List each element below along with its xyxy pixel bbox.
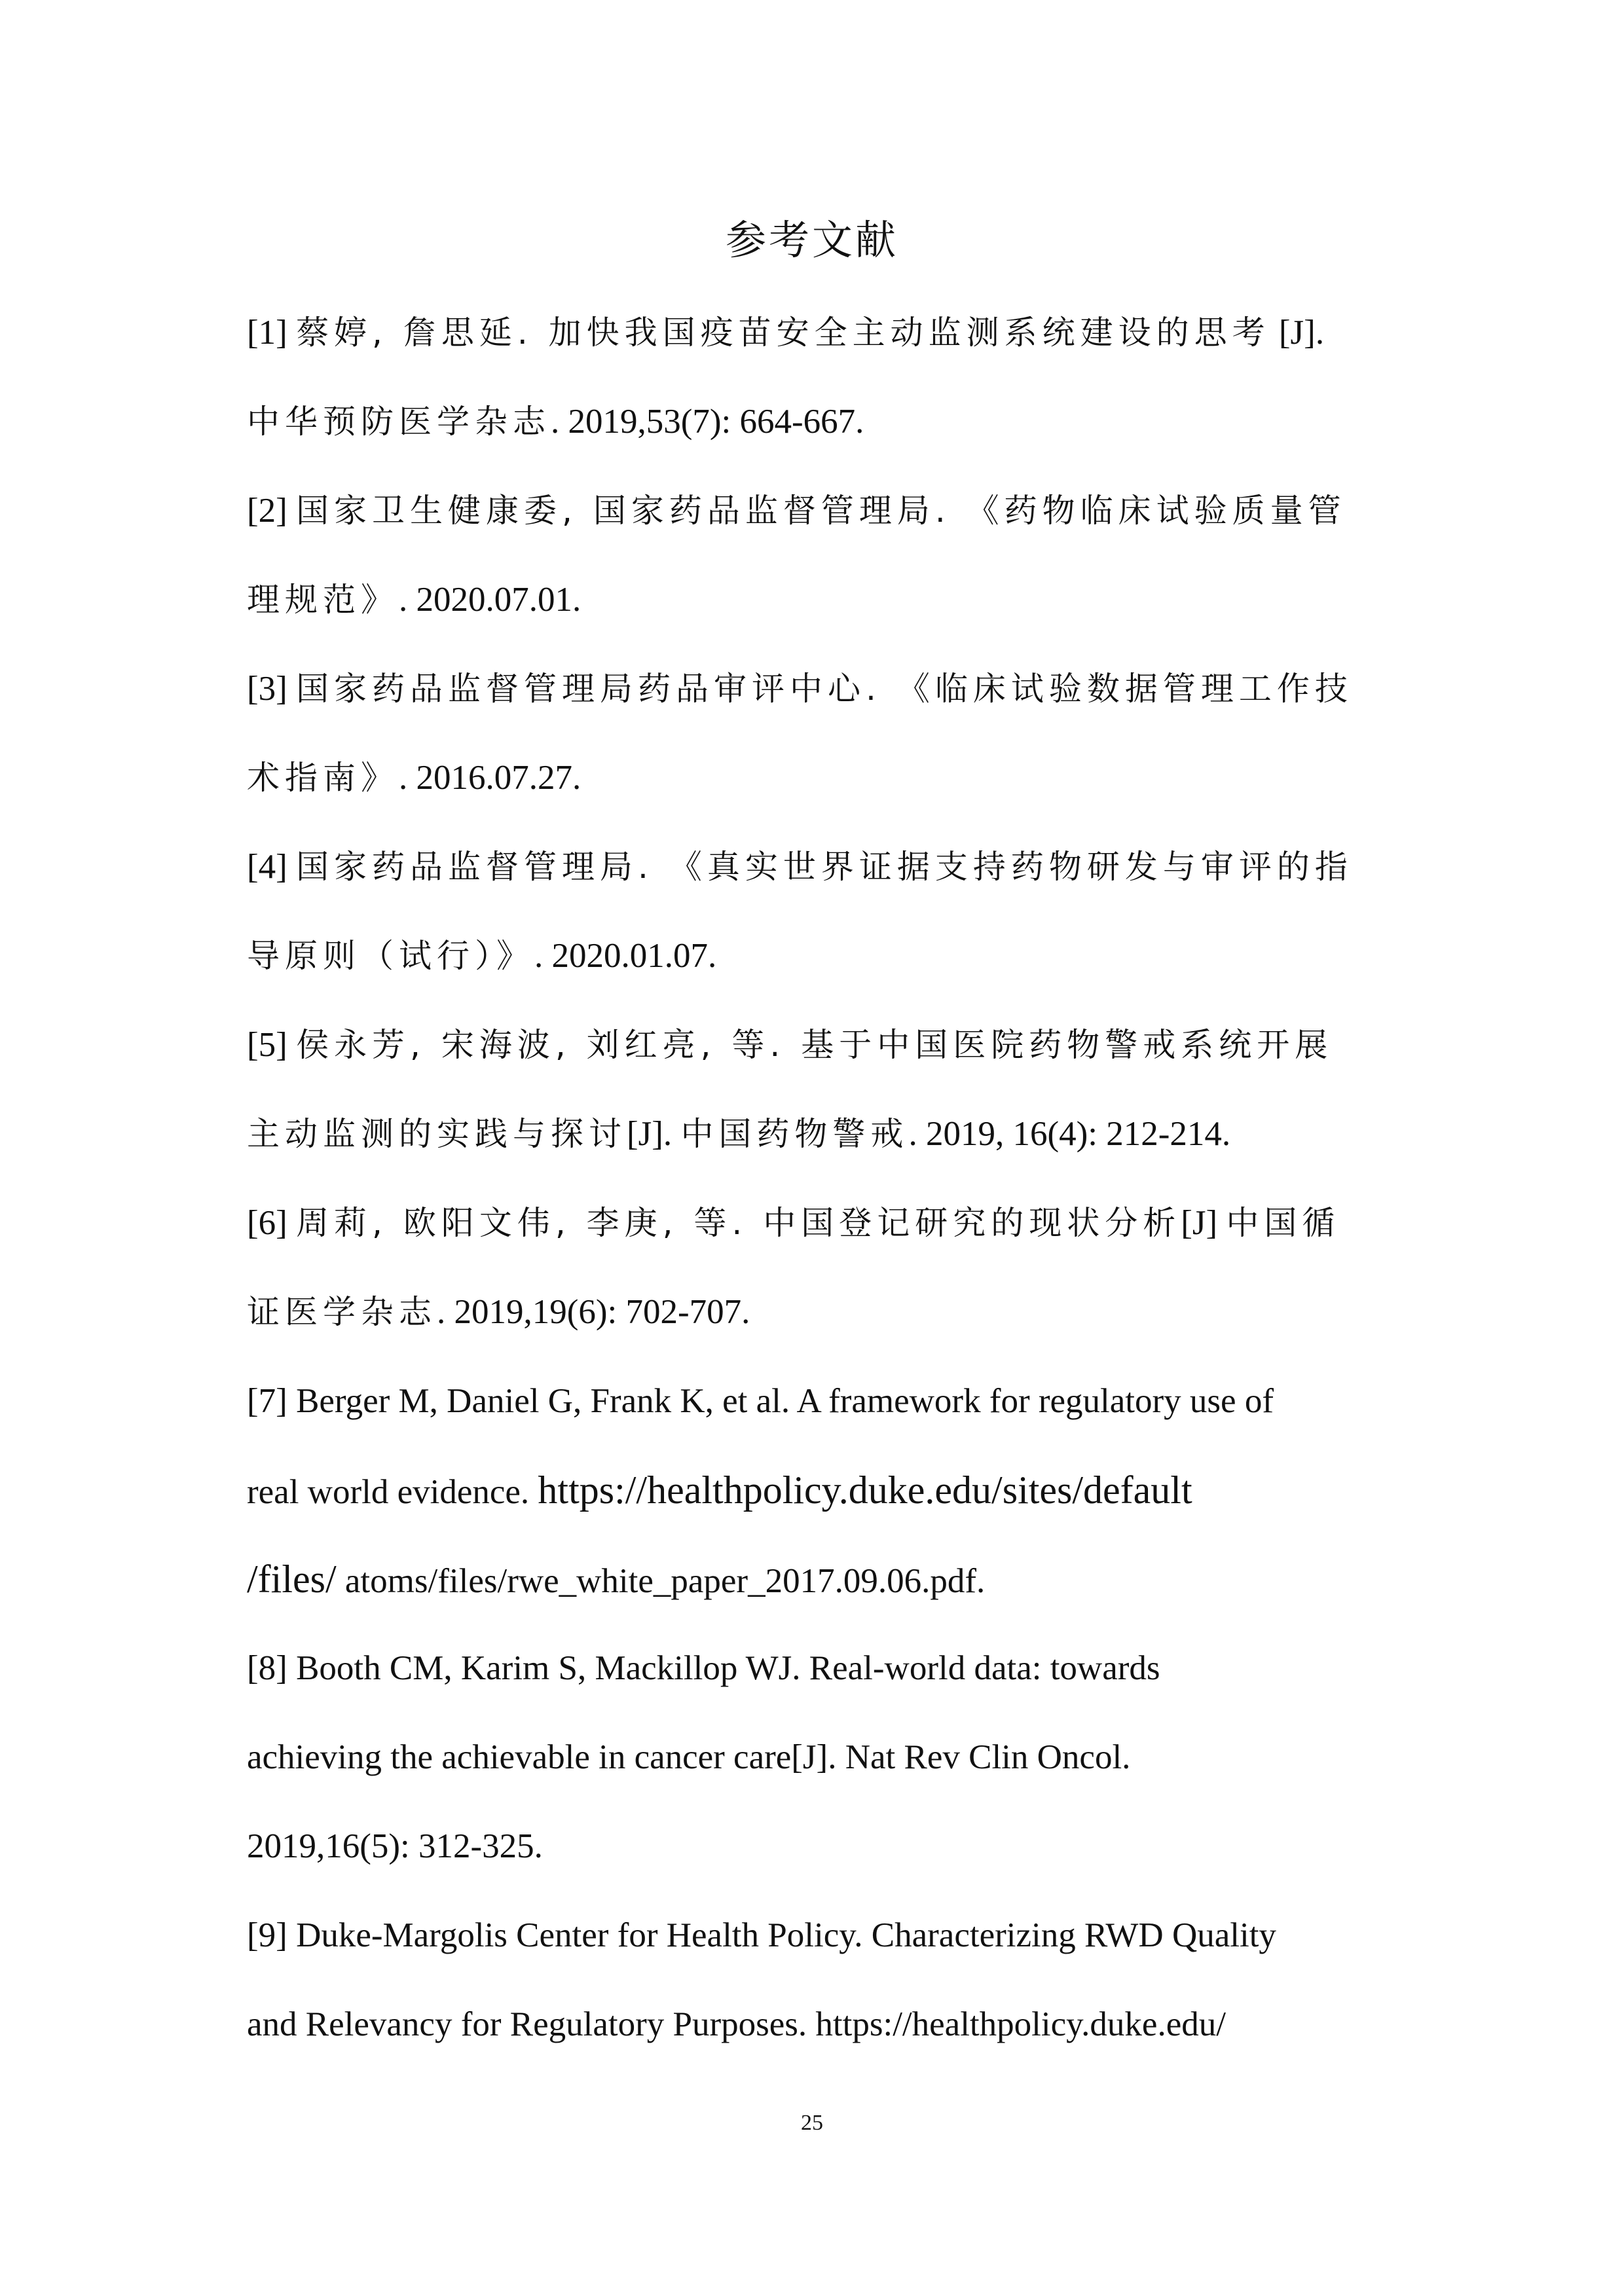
reference-1-journal: 中华预防医学杂志 — [247, 403, 551, 441]
reference-2-title-end: 理规范》 — [247, 581, 399, 619]
reference-3-date: . 2016.07.27. — [399, 759, 581, 797]
reference-8-citation: 2019,16(5): 312-325. — [247, 1827, 543, 1865]
reference-2-text: 国家卫生健康委, 国家药品监督管理局. 《药物临床试验质量管 — [296, 492, 1346, 530]
reference-6-citation: . 2019,19(6): 702-707. — [437, 1293, 750, 1331]
reference-2-line-2 — [247, 574, 1393, 626]
reference-8-text: Booth CM, Karim S, Mackillop WJ. Real-world data: towards — [296, 1649, 1160, 1687]
reference-4-line-1 — [247, 841, 1393, 893]
reference-5-line-2 — [247, 1108, 1393, 1160]
reference-8-line-2 — [247, 1731, 1393, 1783]
reference-1-citation: . 2019,53(7): 664-667. — [551, 403, 864, 441]
reference-2-date: . 2020.07.01. — [399, 581, 581, 619]
reference-6-journal-start: 中国循 — [1226, 1204, 1340, 1242]
reference-5-text: 侯永芳, 宋海波, 刘红亮, 等. 基于中国医院药物警戒系统开展 — [296, 1026, 1333, 1064]
reference-1-line-2 — [247, 395, 1393, 448]
reference-6-line-2 — [247, 1286, 1393, 1338]
reference-8-title-end: achieving the achievable in cancer care[J]. Nat Rev Clin Oncol. — [247, 1738, 1131, 1776]
reference-6-number: [6] — [247, 1204, 287, 1242]
reference-1-text: 蔡婷, 詹思延. 加快我国疫苗安全主动监测系统建设的思考 — [296, 314, 1270, 352]
reference-8-number: [8] — [247, 1649, 287, 1687]
reference-9-line-2 — [247, 1998, 1393, 2050]
reference-7-line-3 — [247, 1553, 1393, 1607]
reference-3-title-end: 术指南》 — [247, 759, 399, 797]
reference-7-line-1 — [247, 1375, 1393, 1427]
page-number: 25 — [801, 2111, 823, 2135]
reference-7-title-end: real world evidence. — [247, 1473, 538, 1511]
reference-8-line-3 — [247, 1820, 1393, 1872]
reference-7-url-start: https://healthpolicy.duke.edu/sites/default — [538, 1468, 1192, 1512]
page-title: 参考文献 — [725, 216, 898, 264]
reference-1-number: [1] — [247, 314, 287, 352]
reference-2-line-1 — [247, 484, 1393, 537]
reference-6-journal-end: 证医学杂志 — [247, 1293, 437, 1331]
reference-4-date: . 2020.01.07. — [534, 937, 717, 975]
reference-4-number: [4] — [247, 848, 287, 886]
reference-6-text: 周莉, 欧阳文伟, 李庚, 等. 中国登记研究的现状分析 — [296, 1204, 1181, 1242]
reference-6-line-1 — [247, 1197, 1393, 1249]
reference-3-line-2 — [247, 752, 1393, 804]
reference-9-title-end: and Relevancy for Regulatory Purposes. https://healthpolicy.duke.edu/ — [247, 2005, 1226, 2043]
reference-5-citation: . 2019, 16(4): 212-214. — [908, 1115, 1231, 1153]
reference-7-number: [7] — [247, 1382, 287, 1420]
reference-9-line-1 — [247, 1909, 1393, 1961]
reference-4-text: 国家药品监督管理局. 《真实世界证据支持药物研发与审评的指 — [296, 848, 1353, 886]
reference-2-number: [2] — [247, 492, 287, 530]
reference-9-text: Duke-Margolis Center for Health Policy. Characterizing RWD Quality — [296, 1916, 1276, 1954]
reference-4-line-2 — [247, 930, 1393, 982]
reference-3-text: 国家药品监督管理局药品审评中心. 《临床试验数据管理工作技 — [296, 670, 1353, 708]
reference-1-type: [J]. — [1278, 314, 1325, 352]
reference-7-text: Berger M, Daniel G, Frank K, et al. A framework for regulatory use of — [296, 1382, 1274, 1420]
reference-7-line-2 — [247, 1464, 1393, 1518]
reference-5-line-1 — [247, 1019, 1393, 1071]
reference-1-line-1 — [247, 306, 1393, 359]
reference-9-number: [9] — [247, 1916, 287, 1954]
reference-5-number: [5] — [247, 1026, 287, 1064]
reference-5-title-end: 主动监测的实践与探讨 — [247, 1115, 627, 1153]
reference-3-number: [3] — [247, 670, 287, 708]
reference-8-line-1 — [247, 1642, 1393, 1694]
reference-7-url-files: /files/ — [247, 1558, 337, 1601]
reference-7-url-end: atoms/files/rwe_white_paper_2017.09.06.pdf. — [336, 1562, 986, 1600]
reference-5-journal: 中国药物警戒 — [680, 1115, 909, 1153]
reference-6-type: [J] — [1181, 1204, 1218, 1242]
reference-5-type: [J]. — [627, 1115, 673, 1153]
reference-4-title-end: 导原则（试行）》 — [247, 937, 534, 975]
reference-3-line-1 — [247, 663, 1393, 715]
